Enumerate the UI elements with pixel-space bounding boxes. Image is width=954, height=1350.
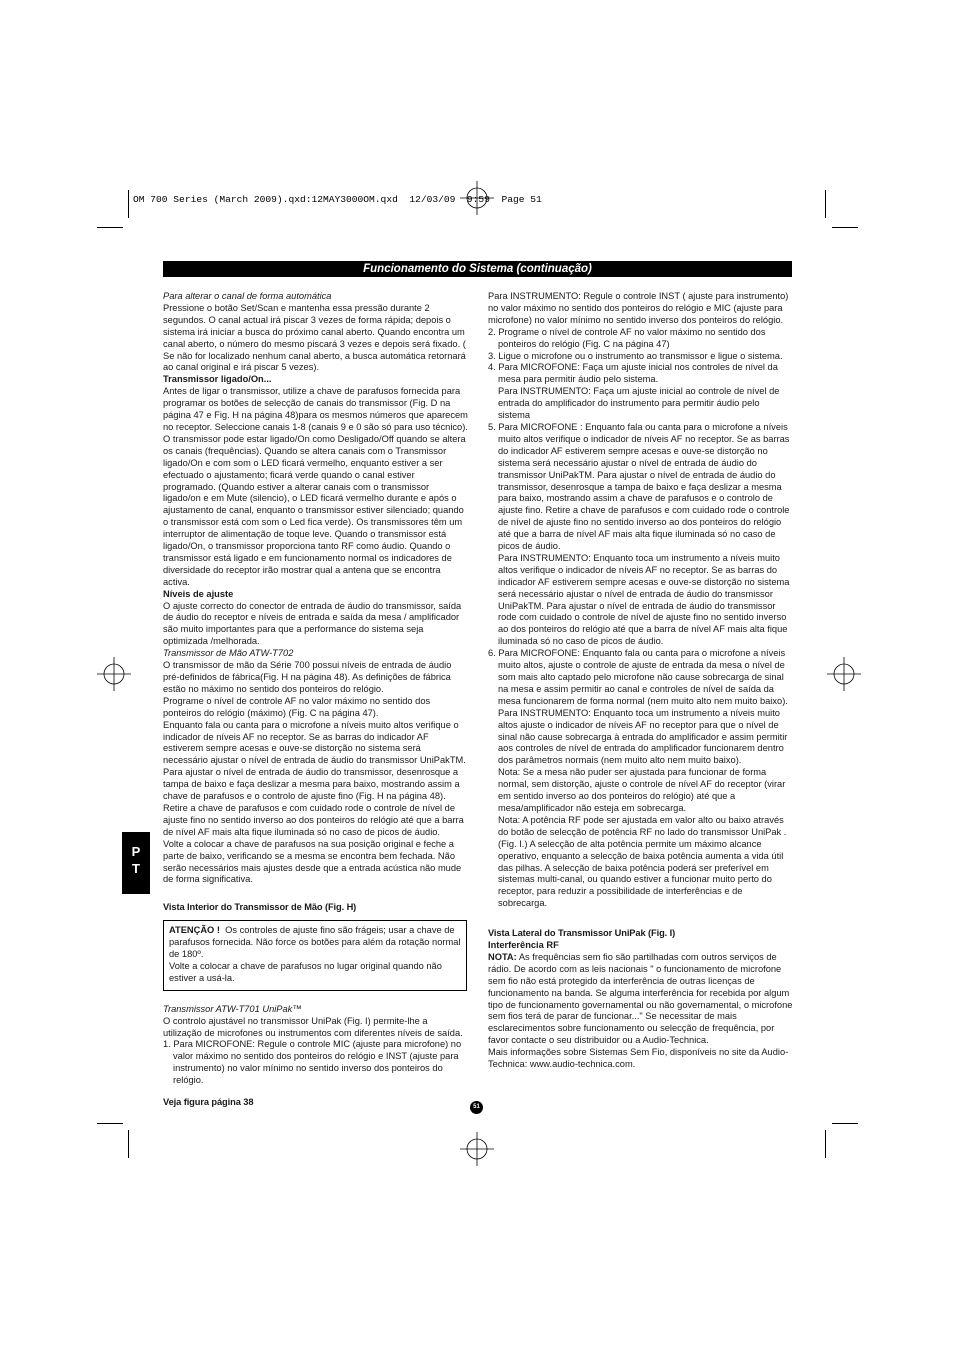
section-title: Funcionamento do Sistema (continuação) xyxy=(163,261,792,277)
paragraph: Antes de ligar o transmissor, utilize a chave de parafusos fornecida para programar os botões de selecção de canais do transmissor (Fig. D na página 47 e Fig. H na página 48)para os mesmos números que aparecem no receptor. Seleccione canais 1-8 (canais 9 e 0 são só para uso técnico). O transmissor pode estar ligado/On como Desligado/Off quando se altera os canais (frequências). Quando se altera canais com o Transmissor ligado/On e com som o LED ficará vermelho, enquanto estiver a ser efectuado o ajustamento; ficará verde quando o canal estiver programado. (Quando estiver a alterar canais com o transmissor ligado/on e em Mute (silencio), o LED ficará vermelho durante e após o ajustamento de canal, enquanto o transmissor estiver silenciado; quando o transmissor está com som o Led fica verde). Os transmissores têm um interruptor de alimentação de toque leve. Quando o transmissor está ligado/On, o transmissor proporciona tanto RF como áudio. Quando o transmissor está ligado e em funcionamento normal os indicadores de diversidade do receptor irão mostrar qual a antena que se encontra activa. xyxy=(163,386,468,587)
crop-mark xyxy=(97,1123,123,1124)
paragraph: O ajuste correcto do conector de entrada de áudio do transmissor, saída de áudio do receptor e níveis de entrada e saída da mesa / amplificador são muito importantes para que a performance do sistema seja optimizada /melhorada. xyxy=(163,600,462,647)
crop-mark xyxy=(128,190,129,218)
subheading: Interferência RF xyxy=(488,940,559,951)
language-tab xyxy=(122,832,150,894)
registration-mark-left xyxy=(97,657,131,691)
list-item: 4. Para MICROFONE: Faça um ajuste inicial nos controles de nível da mesa para permitir áudio pelo sistema. xyxy=(488,362,778,385)
subheading: Transmissor ATW-T701 UniPak™ xyxy=(163,1003,302,1014)
crop-mark xyxy=(97,227,123,228)
subheading: Níveis de ajuste xyxy=(163,588,234,599)
print-slug: OM 700 Series (March 2009).qxd:12MAY3000OM.qxd 12/03/09 9:59 Page 51 xyxy=(133,194,542,205)
subheading: Transmissor de Mão ATW-T702 xyxy=(163,648,294,659)
warning-text: Os controles de ajuste fino são frágeis; usar a chave de parafusos fornecida. Não force os botões para além da rotação normal de 180º. xyxy=(169,925,461,960)
left-column xyxy=(163,291,468,1109)
page-number: 51 xyxy=(470,1101,483,1114)
paragraph: Mais informações sobre Sistemas Sem Fio, disponíveis no site da Audio-Technica: www.audio-technica.com. xyxy=(488,1047,789,1070)
paragraph: O transmissor de mão da Série 700 possui níveis de entrada de áudio pré-definidos de fábrica(Fig. H na página 48). As definições de fábrica estão no máximo no sentido dos ponteiros do relógio. xyxy=(163,660,452,694)
crop-mark xyxy=(832,227,858,228)
warning-label: ATENÇÃO ! xyxy=(169,925,220,936)
crop-mark xyxy=(825,190,826,218)
subheading: Para alterar o canal de forma automática xyxy=(163,291,332,301)
warning-box xyxy=(163,920,467,991)
language-tab-letter: P xyxy=(131,844,141,859)
warning-text: Volte a colocar a chave de parafusos no lugar original quando não estiver a usá-la. xyxy=(169,960,442,983)
note-label: NOTA: xyxy=(488,951,517,962)
figure-heading: Vista Interior do Transmissor de Mão (Fig. H) xyxy=(163,902,357,913)
paragraph: Pressione o botão Set/Scan e mantenha essa pressão durante 2 segundos. O canal actual irá piscar 3 vezes de forma rápida; depois o sistema irá iniciar a busca do próximo canal aberto. Quando encontra um canal aberto, o número do mesmo piscará 3 vezes e depois será fixado. ( Se não for localizado nenhum canal aberto, a busca automática retornará ao canal original e irá piscar 5 vezes). xyxy=(163,302,466,373)
figure-heading: Vista Lateral do Transmissor UniPak (Fig. I) xyxy=(488,928,676,939)
list-item: 3. Ligue o microfone ou o instrumento ao transmissor e ligue o sistema. xyxy=(488,350,783,361)
registration-mark-right xyxy=(827,657,861,691)
list-item: 2. Programe o nível de controle AF no valor máximo no sentido dos ponteiros do relógio (Fig. C na página 47) xyxy=(488,326,766,349)
crop-mark xyxy=(825,1130,826,1158)
subheading: Transmissor ligado/On... xyxy=(163,374,272,385)
list-item-continued: Para INSTRUMENTO: Faça um ajuste inicial ao controle de nível de entrada do amplificador do instrumento para permitir áudio pelo sistema xyxy=(498,386,780,421)
crop-mark xyxy=(832,1123,858,1124)
list-item-continued: Para INSTRUMENTO: Enquanto toca um instrumento a níveis muito altos verifique o indicador de níveis AF no receptor. Se as barras do indicador AF estiverem sempre acesas e ouve-se distorção no sistema será necessário ajustar o nível de entrada de áudio do transmissor UniPakTM. Para ajustar o nível de entrada de áudio do transmissor rode com cuidado o controle de nível de ajuste fino no sentido inverso ao dos ponteiros do relógio até que a barra de nível AF mais alta fique iluminada só no caso de picos de áudio. xyxy=(498,552,790,647)
paragraph: Para INSTRUMENTO: Regule o controle INST ( ajuste para instrumento) no valor máximo no sentido dos ponteiros do relógio e MIC (ajuste para microfone) no valor mínimo no sentido inverso dos ponteiros do relógio. xyxy=(488,291,789,325)
paragraph: O controlo ajustável no transmissor UniPak (Fig. I) permite-lhe a utilização de microfones ou instrumentos com diferentes níveis de saída. xyxy=(163,1015,463,1038)
figure-reference: Veja figura página 38 xyxy=(163,1097,254,1108)
list-item-continued: Para INSTRUMENTO: Enquanto toca um instrumento a níveis muito altos ajuste o indicador de níveis AF no receptor para que o nível de sinal não cause sobrecarga à entrada do amplificador e assim permitir aos controles de nível de entrada do amplificador funcionarem dentro dos parâmetros normais (nem muito alto nem muito baixo). xyxy=(498,707,788,766)
right-column xyxy=(488,291,794,1071)
registration-mark-bottom xyxy=(460,1132,494,1166)
paragraph: Programe o nível de controle AF no valor máximo no sentido dos ponteiros do relógio (máximo) (Fig. C na página 47). xyxy=(163,695,431,718)
paragraph: As frequências sem fio são partilhadas com outros serviços de rádio. De acordo com as leis nacionais " o funcionamento de microfone sem fio não está protegido da interferência de outras licenças de funcionamento na banda. Se alguma interferência for recebida por algum tipo de funcionamento governamental ou não governamental, o microfone sem fios terá de parar de funcionar..." Se necessitar de mais esclarecimentos sobre funcionamento ou selecção de frequência, por favor contacte o seu distribuidor ou a Audio-Technica. xyxy=(488,951,793,1046)
note: Nota: Se a mesa não puder ser ajustada para funcionar de forma normal, sem distorção, ajuste o controle de nível AF do receptor (virar em sentido inverso ao dos ponteiros do relógio) até que a mesa/amplificador não esteja em sobrecarga. xyxy=(498,767,786,813)
list-item: 1. Para MICROFONE: Regule o controle MIC (ajuste para microfone) no valor máximo no sentido dos ponteiros do relógio e INST (ajuste para instrumento) no valor mínimo no sentido inverso dos ponteiros do relógio. xyxy=(163,1039,462,1086)
note: Nota: A potência RF pode ser ajustada em valor alto ou baixo através do botão de selecção de potência RF no lado do transmissor UniPak . (Fig. I.) A selecção de alta potência permite um máximo alcance operativo, enquanto a selecção de baixa potência aumenta a vida útil das pilhas. A selecção de baixa potência poderá ser preferível em sistemas multi-canal, ou quando estiver a funcionar muito perto do receptor, para reduzir a possibilidade de interferências e de sobrecarga. xyxy=(498,814,787,909)
crop-mark xyxy=(128,1130,129,1158)
paragraph: Enquanto fala ou canta para o microfone a níveis muito altos verifique o indicador de níveis AF no receptor. Se as barras do indicador AF estiverem sempre acesas e ouve-se distorção no sistema será necessário ajustar o nível de entrada de áudio do transmissor UniPakTM. Para ajustar o nível de entrada de áudio do transmissor, desenrosque a tampa de baixo e faça deslizar a mesma para baixo, mostrando assim a chave de parafusos e o controlo de ajuste fino (Fig. H na página 48). Retire a chave de parafusos e com cuidado rode o controle de nível de ajuste fino no sentido inverso ao dos ponteiros do relógio até que a barra de nível AF mais alta fique iluminada só no caso de picos de áudio. xyxy=(163,719,466,837)
language-tab-letter: T xyxy=(132,861,140,876)
paragraph: Volte a colocar a chave de parafusos na sua posição original e feche a parte de baixo, verificando se a mesma se encontra bem fechada. Não serão necessários mais ajustes desde que a entrada acústica não mude de forma significativa. xyxy=(163,838,462,885)
list-item: 5. Para MICROFONE : Enquanto fala ou canta para o microfone a níveis muito altos verifique o indicador de níveis AF no receptor. Se as barras do indicador AF estiverem sempre acesas e ouve-se distorção no sistema será necessário ajustar o nível de entrada de áudio do transmissor UniPakTM. Para ajustar o nível de entrada de áudio do transmissor, desenrosque a tampa de baixo e faça deslizar a mesma para baixo, mostrando assim a chave de parafusos e o controlo de ajuste fino. Retire a chave de parafusos e com cuidado rode o controle de nível de ajuste fino no sentido inverso ao dos ponteiros do relógio até que a barra de nível AF mais alta fique iluminada só no caso de picos de áudio. xyxy=(488,421,790,552)
list-item: 6. Para MICROFONE: Enquanto fala ou canta para o microfone a níveis muito altos, ajuste o controle de ajuste de entrada da mesa o nível de som mais alto captado pelo microfone não cause sobrecarga de sinal na mesa e assim permitir ao canal e controles de nível de saída da mesa funcionarem de forma normal (nem muito alto nem muito baixo). xyxy=(488,648,788,706)
